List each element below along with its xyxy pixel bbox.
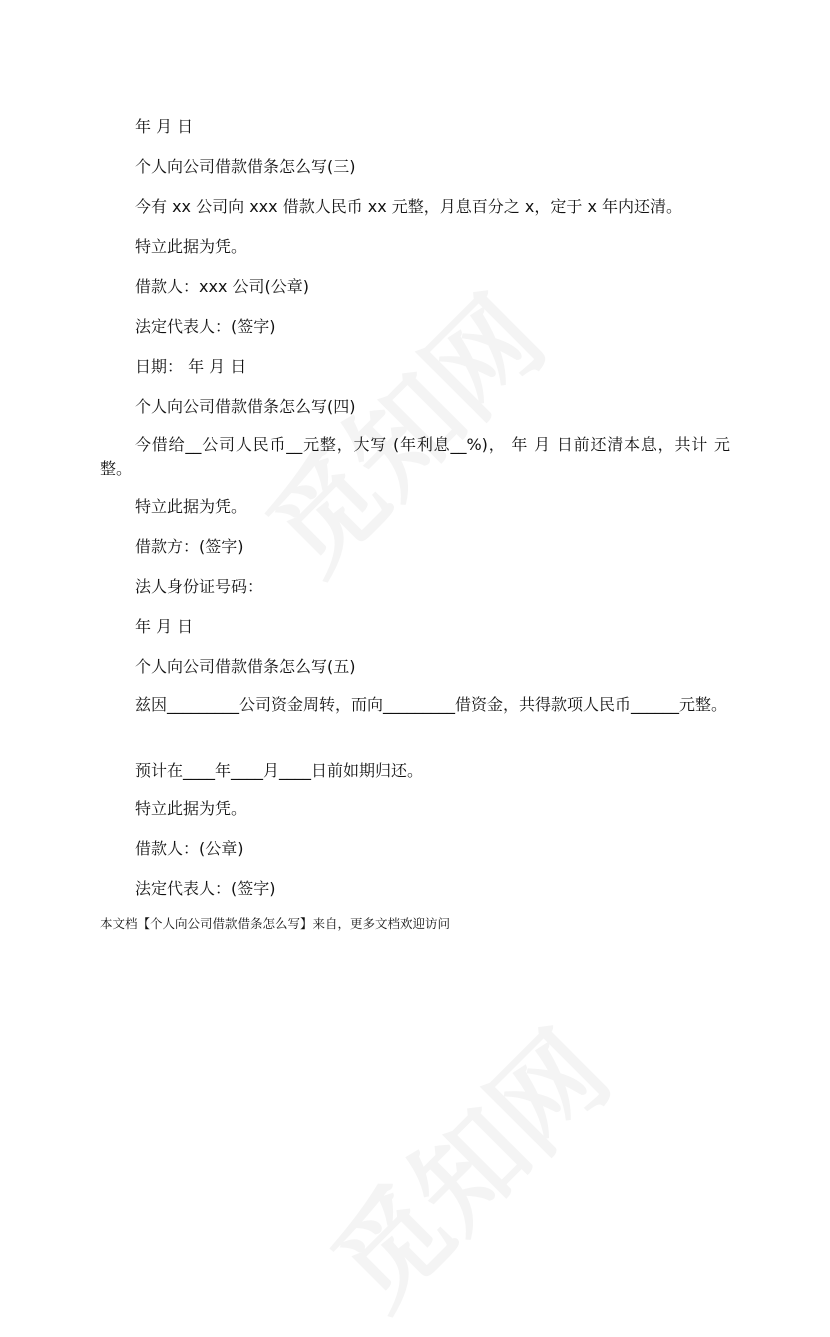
- loan-statement-4: 今借给__公司人民币__元整，大写 (年利息__%)， 年 月 日前还清本息，共计 元整。: [100, 435, 730, 478]
- certify-line-3: 特立此据为凭。: [135, 799, 248, 818]
- borrower-line-1: 借款人：xxx 公司(公章): [135, 277, 309, 296]
- borrower-line-2: 借款人：(公章): [135, 839, 244, 858]
- lender-signature-line: 借款方：(签字): [135, 537, 244, 556]
- certify-line-2: 特立此据为凭。: [135, 497, 248, 516]
- date-line-1: 年 月 日: [135, 117, 194, 136]
- date-line-3: 年 月 日: [135, 617, 194, 636]
- section-heading-5: 个人向公司借款借条怎么写(五): [135, 657, 356, 676]
- section-heading-4: 个人向公司借款借条怎么写(四): [135, 397, 356, 416]
- section-heading-3: 个人向公司借款借条怎么写(三): [135, 157, 356, 176]
- date-line-2: 日期： 年 月 日: [135, 357, 247, 376]
- id-number-line: 法人身份证号码：: [135, 577, 264, 596]
- certify-line-1: 特立此据为凭。: [135, 237, 248, 256]
- legal-rep-line-2: 法定代表人：(签字): [135, 879, 276, 898]
- repayment-date-line: 预计在____年____月____日前如期归还。: [135, 761, 424, 780]
- loan-statement-5: 兹因_________公司资金周转，而向_________借资金，共得款项人民币______元整。: [135, 695, 728, 714]
- footer-note: 本文档【个人向公司借款借条怎么写】来自，更多文档欢迎访问: [100, 916, 451, 931]
- loan-statement-3: 今有 xx 公司向 xxx 借款人民币 xx 元整，月息百分之 x，定于 x 年内还清。: [135, 197, 682, 216]
- legal-rep-line-1: 法定代表人：(签字): [135, 317, 276, 336]
- watermark-logo-bottom: [292, 991, 637, 1336]
